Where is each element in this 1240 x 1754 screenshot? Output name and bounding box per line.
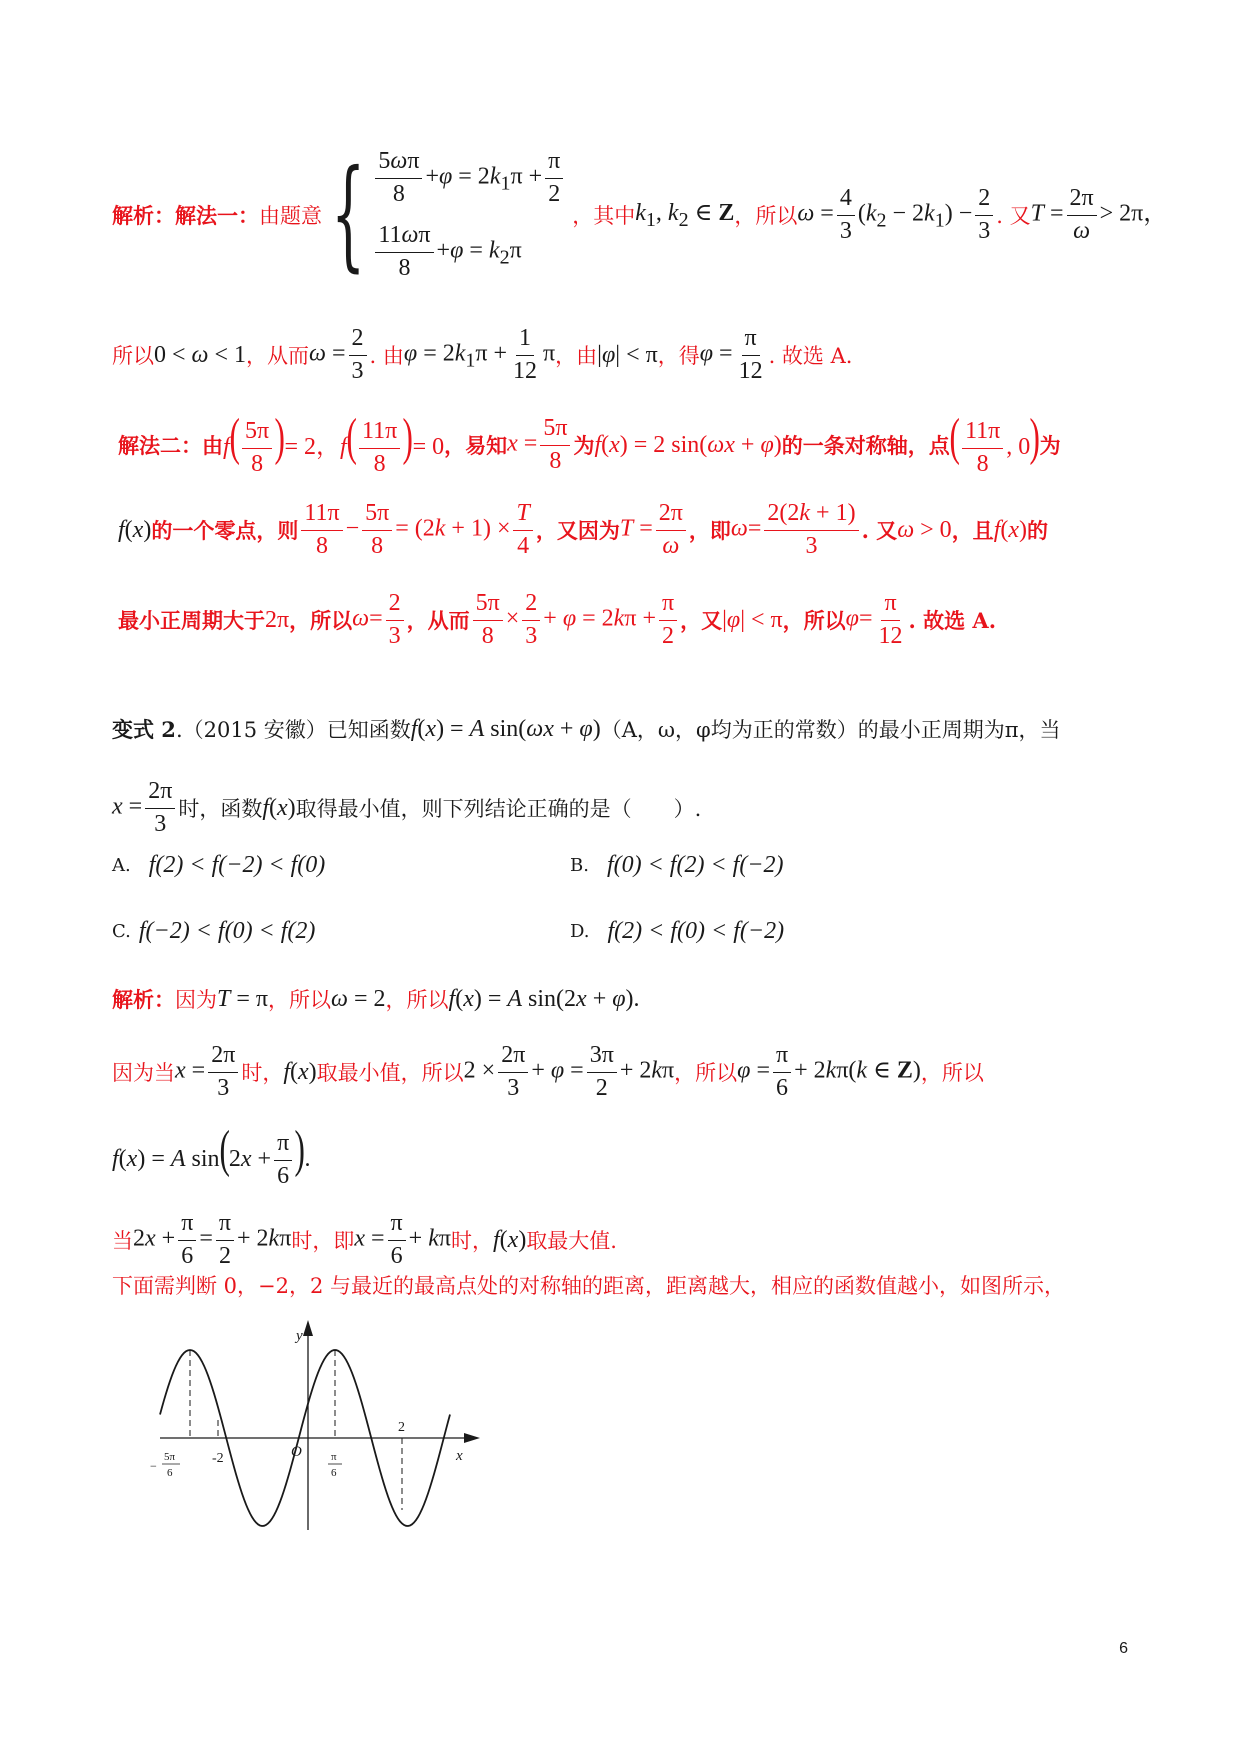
option-a-text: f(2) < f(−2) < f(0) — [148, 852, 326, 878]
variant-line1: 变式 2 .（2015 安徽）已知函数 f(x) = A sin(ωx + φ) （A，ω，φ均为正的常数）的最小正周期为π，当 — [112, 715, 1061, 742]
option-c-letter: C. — [112, 921, 131, 942]
option-b — [570, 852, 784, 879]
variant-question: 取得最小值，则下列结论正确的是（ ）. — [295, 797, 702, 822]
text-of: 的 — [1027, 518, 1049, 544]
text-so2: ，所以 — [289, 608, 353, 634]
x-label: x — [456, 1448, 463, 1464]
y-label: y — [296, 1328, 303, 1344]
text-choose-a: . 故选 A. — [768, 344, 853, 369]
text-so7: ，所以 — [920, 1061, 984, 1086]
page-number: 6 — [1119, 1640, 1128, 1657]
text-easy: ，易知 — [444, 433, 508, 459]
text-is2: 为 — [1039, 433, 1061, 459]
solution1-line1: 解析：解法一： 由题意 { $\frac{5\omega\pi}{8}$ $+\varphi = 2k_1\pi$ + $\frac{\pi}{2}$ $\frac{11\omega\pi}{8}$ $+\varphi = k_2\pi$ ，其中 $k_1$, $k_2$ ∈ Z ，所以 ω = $\frac{4}{3}$ $(k_2 - 2k_1)$ − $\frac{2}{3}$ . 又 T = $\frac{2\pi}{\omega}$ > 2π， — [112, 145, 1168, 285]
solution1-label: 解析：解法一： — [112, 203, 259, 229]
variant-when: 时，函数 — [178, 797, 263, 822]
text-thus: ，从而 — [246, 344, 310, 369]
option-b-letter: B. — [570, 855, 589, 876]
text-axis: 的一条对称轴，点 — [781, 433, 950, 459]
option-c-text: f(−2) < f(0) < f(2) — [138, 918, 316, 944]
text-thus2: ，从而 — [406, 608, 470, 634]
text-get: ，得 — [657, 344, 700, 369]
tick-neg-sign: − — [150, 1459, 157, 1473]
option-b-text: f(0) < f(2) < f(−2) — [606, 852, 784, 878]
text-so4: ，所以 — [268, 988, 332, 1012]
text-again2: ，又 — [680, 608, 723, 634]
analysis-line5 — [112, 1270, 1065, 1300]
solution2-line3: 最小正周期大于 2π ，所以 ω= $\frac{2}{3}$ ，从而 $\frac{5\pi}{8}$ × $\frac{2}{3}$ + φ = 2kπ + $\frac{\pi}{2}$ ，又 |φ| < π ，所以 φ= $\frac{\pi}{12}$ . 故选 A. — [118, 590, 997, 649]
origin-label: O — [291, 1444, 302, 1460]
text-because-when: 因为当 — [112, 1061, 175, 1086]
option-d-letter: D. — [570, 921, 590, 942]
option-a-letter: A. — [112, 855, 131, 876]
text-zero: 的一个零点，则 — [151, 518, 299, 544]
text-by2: 由 — [202, 433, 223, 459]
text-when2: 时， — [241, 1061, 284, 1086]
sine-graph — [150, 1320, 490, 1540]
solution2-line1: 解法二： 由 f( $\frac{5\pi}{8}$ )= 2，f( $\frac{11\pi}{8}$ )= 0 ，易知 x = $\frac{5\pi}{8}$ 为 f(x) = 2 sin(ωx + φ) 的一条对称轴，点 ( $\frac{11\pi}{8}$ , 0) 为 — [118, 409, 1061, 477]
text-ie2: 时，即 — [291, 1229, 355, 1254]
text-max-value: 取最大值. — [526, 1229, 617, 1254]
tick-pi6-den: 6 — [331, 1467, 337, 1479]
solution2-line2: f(x) 的一个零点，则 $\frac{11\pi}{8}$ − $\frac{5\pi}{8}$ = (2k + 1) × $\frac{T}{4}$ ，又因为 T = $\frac{2\pi}{\omega}$ ，即 ω= $\frac{2(2k + 1)}{3}$ . 又 ω > 0 ，且 f(x) 的 — [118, 500, 1049, 559]
variant-line2: x = $\frac{2\pi}{3}$ 时，函数 f(x) 取得最小值，则下列结论正确的是（ ）. — [112, 778, 702, 837]
solution1-lead: 由题意 — [259, 204, 322, 229]
y-axis-arrow — [303, 1320, 313, 1336]
text-so: 所以 — [112, 344, 154, 369]
text-ie: ，即 — [688, 518, 731, 544]
equation-system: $\frac{5\omega\pi}{8}$ $+\varphi = 2k_1\pi$ + $\frac{\pi}{2}$ $\frac{11\omega\pi}{8}$ $+\varphi = k_2\pi$ — [372, 148, 566, 282]
variant-label: 变式 2 — [112, 717, 176, 742]
solution1-again: . 又 — [996, 204, 1031, 229]
text-and: ，且 — [951, 518, 994, 544]
tick-pi6-num: π — [331, 1451, 337, 1463]
text-by: ，由 — [555, 344, 598, 369]
solution2-label: 解法二： — [118, 433, 202, 459]
option-c — [112, 918, 315, 945]
solution1-so: ，所以 — [734, 204, 798, 229]
text-min-value: 取最小值，所以 — [316, 1061, 464, 1086]
text-is: 为 — [573, 433, 595, 459]
text-judge: 下面需判断 0，−2，2 与最近的最高点处的对称轴的距离，距离越大，相应的函数值越小，如图所示， — [112, 1274, 1066, 1298]
text-so6: ，所以 — [674, 1061, 738, 1086]
analysis-line1: 解析： 因为 T = π ，所以 ω = 2 ，所以 f(x) = A sin(2x + φ). — [112, 985, 640, 1012]
analysis-line4: 当 2x + $\frac{\pi}{6}$ = $\frac{\pi}{2}$ + 2kπ 时，即 x = $\frac{\pi}{6}$ + kπ 时， f(x) 取最大值. — [112, 1210, 617, 1269]
left-brace: { — [330, 145, 366, 285]
text-so5: ，所以 — [385, 988, 449, 1012]
text-when3: 当 — [112, 1229, 133, 1254]
text-so3: ，所以 — [782, 608, 846, 634]
text-min-period: 最小正周期大于 — [118, 608, 265, 634]
text-because2: 因为 — [175, 988, 217, 1012]
text-when4: 时， — [450, 1229, 493, 1254]
option-d-text: f(2) < f(0) < f(−2) — [607, 918, 785, 944]
solution1-where: ，其中 — [572, 204, 636, 229]
text-choose-a2: . 故选 A. — [908, 608, 997, 634]
tick-neg5pi6-num: 5π — [164, 1451, 176, 1463]
tick-neg2: -2 — [212, 1451, 224, 1466]
option-d — [570, 918, 784, 945]
variant-source: .（2015 安徽）已知函数 — [175, 718, 411, 742]
analysis-line3: f(x) = A sin(2x + $\frac{\pi}{6}$ ). — [112, 1121, 311, 1189]
solution1-line2: 所以 0 < ω < 1 ，从而 ω = $\frac{2}{3}$ . 由 $\varphi = 2k_1\pi$ + $\frac{1}{12}$ π ，由 |φ| < π ，得 φ = $\frac{\pi}{12}$ . 故选 A. — [112, 325, 853, 384]
x-axis-arrow — [464, 1433, 480, 1443]
analysis-label: 解析： — [112, 987, 175, 1012]
analysis-line2: 因为当 x = $\frac{2\pi}{3}$ 时， f(x) 取最小值，所以 2 × $\frac{2\pi}{3}$ + φ = $\frac{3\pi}{2}$ + 2kπ ，所以 φ = $\frac{\pi}{6}$ + 2kπ(k ∈ Z) ，所以 — [112, 1042, 984, 1101]
text-because: ，又因为 — [535, 518, 620, 544]
text-from: . 由 — [369, 344, 404, 369]
option-a — [112, 852, 325, 879]
text-also: . 又 — [861, 518, 898, 544]
tick-2: 2 — [398, 1420, 405, 1435]
tick-neg5pi6-den: 6 — [167, 1467, 173, 1479]
variant-condition: （A，ω，φ均为正的常数）的最小正周期为π，当 — [600, 718, 1061, 742]
